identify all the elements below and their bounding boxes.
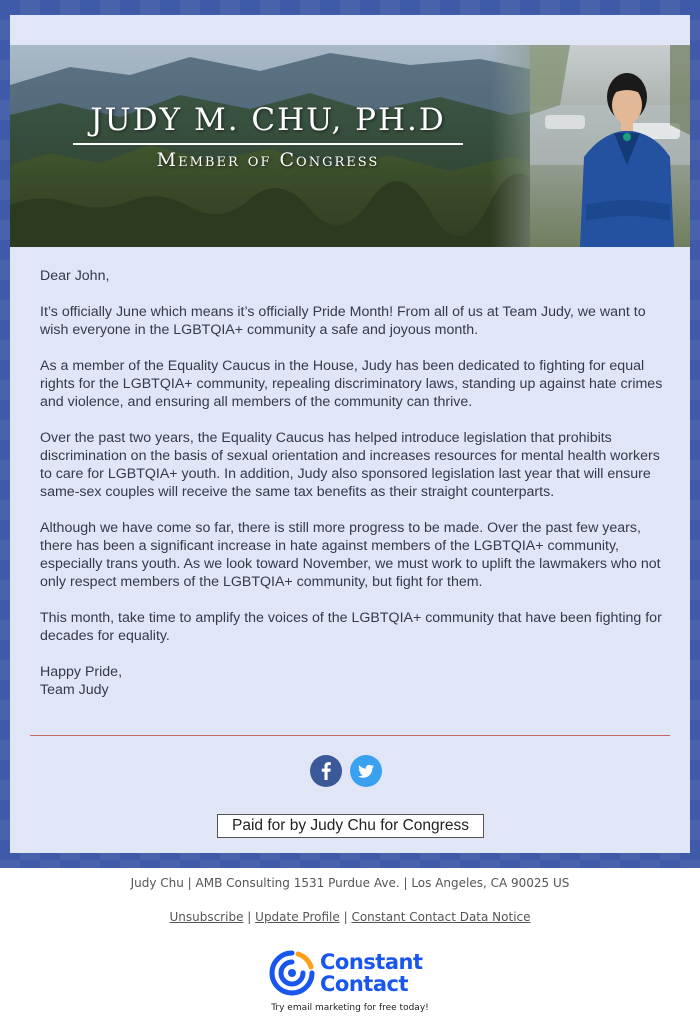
banner-divider: [73, 143, 463, 145]
social-links: [310, 755, 382, 787]
letter-paragraph: Although we have come so far, there is still more progress to be made. Over the past few years, there has been a significant increase in hate against members of the LGBTQIA+ community, especially trans youth. As we look toward November, we must work to uplift the lawmakers who not only respect members of the LGBTQIA+ community, but fight for them.: [40, 520, 661, 590]
facebook-button[interactable]: [310, 755, 342, 787]
constant-contact-tagline[interactable]: Try email marketing for free today!: [271, 1003, 429, 1013]
letter-paragraph: As a member of the Equality Caucus in the House, Judy has been dedicated to fighting for equal rights for the LGBTQIA+ community, repealing discriminatory laws, standing up against hate crimes and violence, and ensuring all members of the community can thrive.: [40, 358, 663, 410]
footer-address: Judy Chu | AMB Consulting 1531 Purdue Ave. | Los Angeles, CA 90025 US: [130, 876, 570, 890]
data-notice-link[interactable]: Constant Contact Data Notice: [351, 910, 531, 924]
footer-separator: |: [247, 910, 252, 924]
facebook-icon: [310, 755, 342, 787]
footer-links: [0, 910, 700, 924]
letter-paragraph: This month, take time to amplify the voices of the LGBTQIA+ community that have been fighting for decades for equality.: [40, 610, 662, 644]
update-profile-link[interactable]: Update Profile: [255, 910, 340, 924]
logo-line-1: Constant: [320, 950, 423, 974]
email-card: [10, 15, 690, 853]
constant-contact-wordmark: [320, 951, 423, 995]
logo-line-2: Contact: [320, 972, 408, 996]
banner-name: JUDY M. CHU, PH.D: [90, 102, 446, 138]
banner-subtitle: Member of Congress: [156, 149, 380, 171]
header-banner: [10, 45, 690, 247]
letter-body: [40, 267, 665, 699]
letter-paragraph: Over the past two years, the Equality Caucus has helped introduce legislation that prohibits discrimination on the basis of sexual orientation and increases resources for mental health workers to care for LGBTQIA+ youth. In addition, Judy also sponsored legislation last year that will ensure same-sex couples will receive the same tax benefits as their straight counterparts.: [40, 430, 660, 500]
mountain-landscape-image: [10, 45, 690, 247]
letter-signoff: Happy Pride,: [40, 664, 123, 680]
twitter-icon: [350, 755, 382, 787]
constant-contact-mark-icon: [268, 949, 316, 997]
constant-contact-logo[interactable]: [268, 948, 438, 998]
letter-paragraph: It’s officially June which means it’s officially Pride Month! From all of us at Team Judy, we want to wish everyone in the LGBTQIA+ community a safe and joyous month.: [40, 304, 646, 338]
unsubscribe-link[interactable]: Unsubscribe: [169, 910, 244, 924]
twitter-button[interactable]: [350, 755, 382, 787]
section-divider: [30, 735, 670, 736]
letter-signature: Team Judy: [40, 682, 109, 698]
letter-greeting: Dear John,: [40, 268, 110, 284]
footer-separator: |: [343, 910, 348, 924]
paid-for-disclaimer: Paid for by Judy Chu for Congress: [217, 814, 484, 838]
